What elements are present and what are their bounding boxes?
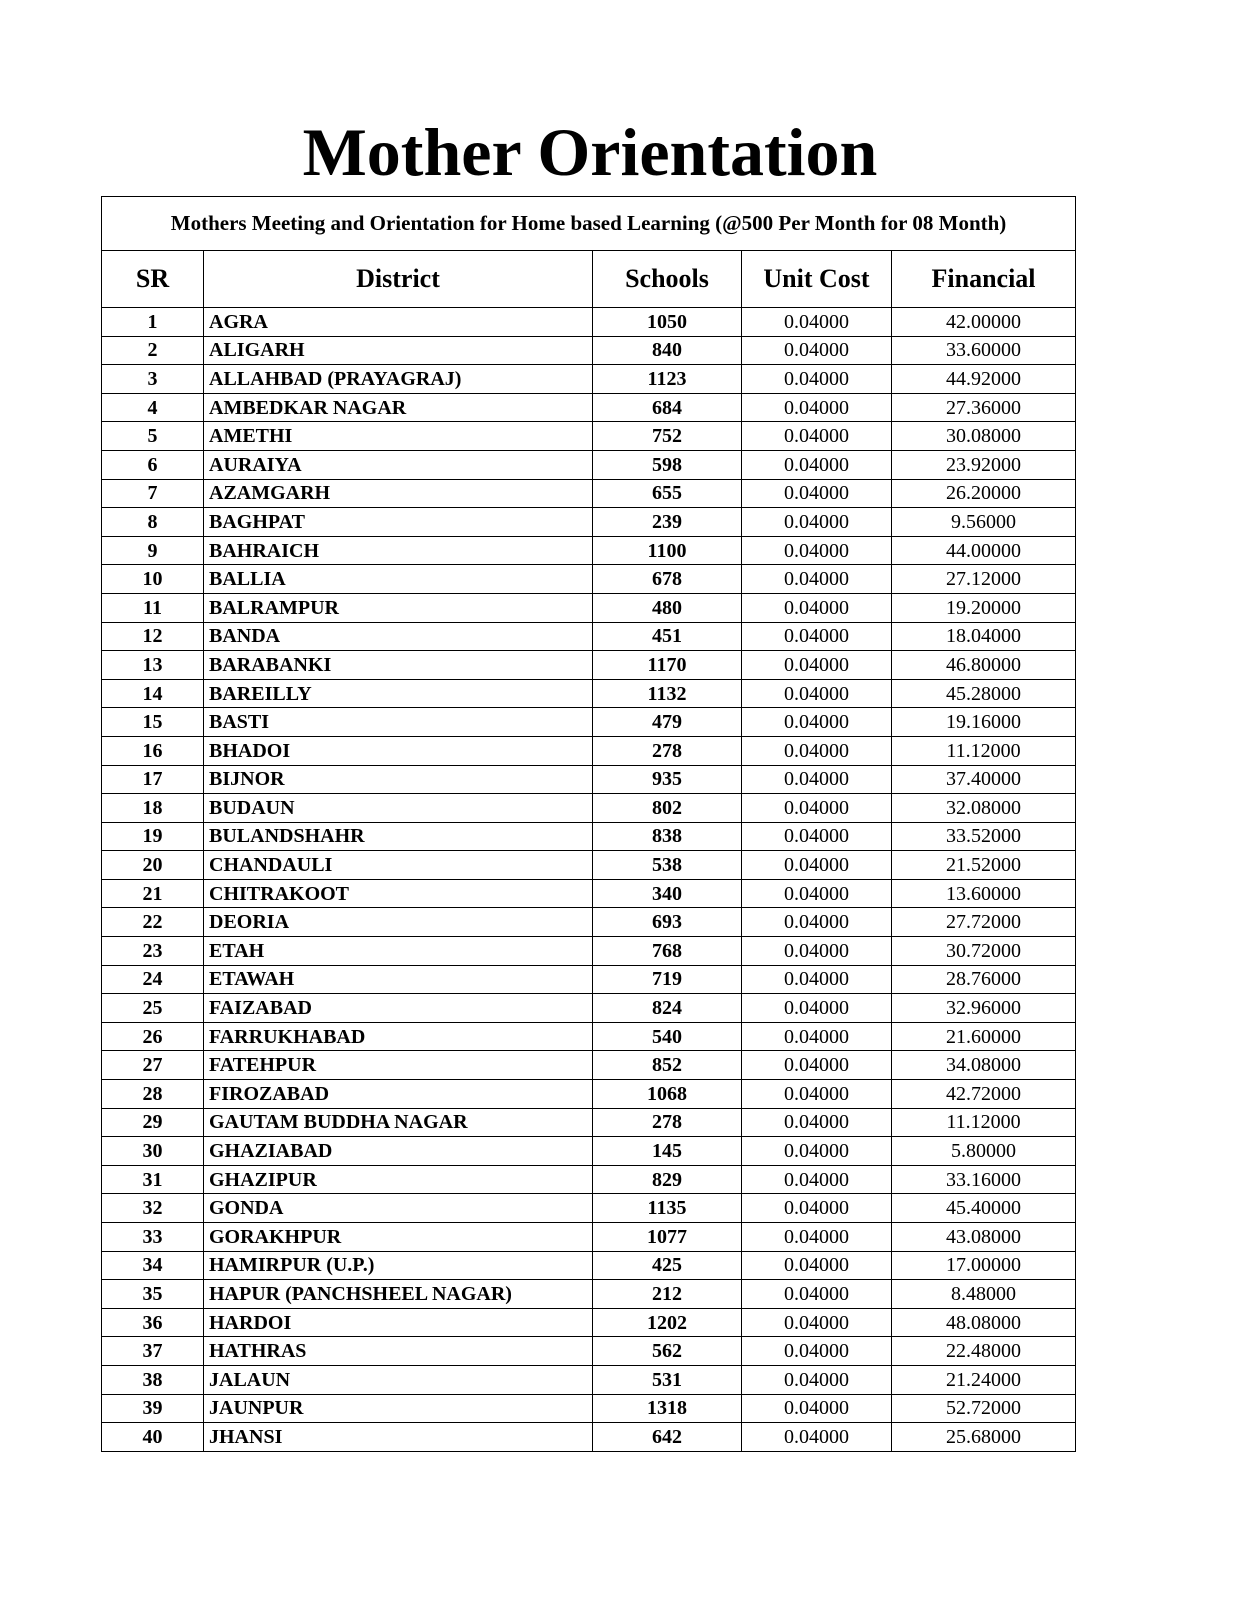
cell-schools: 642 [593,1423,742,1452]
table-body [102,308,1076,1452]
cell-unit-cost: 0.04000 [742,965,892,994]
cell-schools: 852 [593,1051,742,1080]
cell-unit-cost: 0.04000 [742,1365,892,1394]
cell-schools: 479 [593,708,742,737]
cell-schools: 840 [593,336,742,365]
cell-district: DEORIA [204,908,593,937]
table-row [102,822,1076,851]
cell-schools: 562 [593,1337,742,1366]
cell-schools: 538 [593,851,742,880]
cell-unit-cost: 0.04000 [742,908,892,937]
cell-financial: 52.72000 [892,1394,1076,1423]
cell-schools: 1170 [593,651,742,680]
table-row [102,1423,1076,1452]
cell-district: BIJNOR [204,765,593,794]
cell-schools: 540 [593,1022,742,1051]
cell-unit-cost: 0.04000 [742,794,892,823]
cell-financial: 22.48000 [892,1337,1076,1366]
cell-unit-cost: 0.04000 [742,336,892,365]
cell-sr: 29 [102,1108,204,1137]
cell-schools: 719 [593,965,742,994]
table-row [102,1080,1076,1109]
cell-sr: 4 [102,393,204,422]
cell-unit-cost: 0.04000 [742,565,892,594]
cell-district: HATHRAS [204,1337,593,1366]
cell-unit-cost: 0.04000 [742,1165,892,1194]
cell-district: BUDAUN [204,794,593,823]
cell-schools: 1100 [593,536,742,565]
table-row [102,622,1076,651]
cell-district: FAIZABAD [204,994,593,1023]
cell-sr: 18 [102,794,204,823]
cell-schools: 824 [593,994,742,1023]
cell-sr: 38 [102,1365,204,1394]
cell-financial: 27.72000 [892,908,1076,937]
cell-unit-cost: 0.04000 [742,1280,892,1309]
cell-sr: 23 [102,937,204,966]
cell-financial: 17.00000 [892,1251,1076,1280]
cell-schools: 678 [593,565,742,594]
table-row [102,851,1076,880]
column-header-unit-cost: Unit Cost [742,251,892,308]
cell-financial: 42.00000 [892,308,1076,337]
cell-financial: 30.72000 [892,937,1076,966]
cell-unit-cost: 0.04000 [742,679,892,708]
cell-district: BULANDSHAHR [204,822,593,851]
table-row [102,1308,1076,1337]
cell-district: GORAKHPUR [204,1223,593,1252]
table-row [102,508,1076,537]
cell-financial: 11.12000 [892,1108,1076,1137]
cell-district: BALRAMPUR [204,593,593,622]
cell-sr: 25 [102,994,204,1023]
cell-unit-cost: 0.04000 [742,651,892,680]
cell-schools: 531 [593,1365,742,1394]
cell-sr: 24 [102,965,204,994]
table-row [102,308,1076,337]
cell-schools: 278 [593,736,742,765]
cell-financial: 33.16000 [892,1165,1076,1194]
cell-district: ETAH [204,937,593,966]
cell-financial: 45.28000 [892,679,1076,708]
cell-district: BALLIA [204,565,593,594]
cell-district: GAUTAM BUDDHA NAGAR [204,1108,593,1137]
cell-district: AMETHI [204,422,593,451]
cell-unit-cost: 0.04000 [742,1394,892,1423]
cell-sr: 34 [102,1251,204,1280]
table-row [102,479,1076,508]
table-row [102,336,1076,365]
cell-sr: 8 [102,508,204,537]
cell-financial: 32.08000 [892,794,1076,823]
table-row [102,1251,1076,1280]
cell-sr: 2 [102,336,204,365]
cell-sr: 30 [102,1137,204,1166]
cell-schools: 1135 [593,1194,742,1223]
cell-financial: 19.16000 [892,708,1076,737]
cell-unit-cost: 0.04000 [742,393,892,422]
cell-sr: 37 [102,1337,204,1366]
cell-unit-cost: 0.04000 [742,1337,892,1366]
cell-financial: 43.08000 [892,1223,1076,1252]
cell-district: JHANSI [204,1423,593,1452]
table-row [102,1022,1076,1051]
cell-sr: 40 [102,1423,204,1452]
table-row [102,736,1076,765]
cell-schools: 340 [593,879,742,908]
cell-sr: 7 [102,479,204,508]
cell-financial: 33.52000 [892,822,1076,851]
cell-financial: 19.20000 [892,593,1076,622]
cell-financial: 23.92000 [892,450,1076,479]
cell-district: AMBEDKAR NAGAR [204,393,593,422]
cell-financial: 8.48000 [892,1280,1076,1309]
table-row [102,536,1076,565]
cell-sr: 9 [102,536,204,565]
cell-sr: 32 [102,1194,204,1223]
cell-sr: 6 [102,450,204,479]
cell-district: BAREILLY [204,679,593,708]
cell-schools: 1077 [593,1223,742,1252]
cell-sr: 36 [102,1308,204,1337]
cell-financial: 28.76000 [892,965,1076,994]
table-row [102,1280,1076,1309]
cell-schools: 684 [593,393,742,422]
table-row [102,365,1076,394]
cell-district: BANDA [204,622,593,651]
table-row [102,879,1076,908]
cell-unit-cost: 0.04000 [742,1080,892,1109]
cell-district: CHITRAKOOT [204,879,593,908]
table-row [102,393,1076,422]
cell-sr: 26 [102,1022,204,1051]
cell-sr: 1 [102,308,204,337]
table-row [102,593,1076,622]
table-row [102,765,1076,794]
cell-sr: 33 [102,1223,204,1252]
cell-sr: 14 [102,679,204,708]
cell-district: FATEHPUR [204,1051,593,1080]
cell-district: HARDOI [204,1308,593,1337]
page-title: Mother Orientation [302,114,878,190]
cell-schools: 693 [593,908,742,937]
cell-financial: 42.72000 [892,1080,1076,1109]
cell-district: ALLAHBAD (PRAYAGRAJ) [204,365,593,394]
cell-schools: 829 [593,1165,742,1194]
table-row [102,565,1076,594]
cell-sr: 20 [102,851,204,880]
cell-district: GHAZIPUR [204,1165,593,1194]
cell-schools: 451 [593,622,742,651]
cell-district: HAPUR (PANCHSHEEL NAGAR) [204,1280,593,1309]
cell-district: FIROZABAD [204,1080,593,1109]
cell-unit-cost: 0.04000 [742,308,892,337]
cell-district: BHADOI [204,736,593,765]
cell-financial: 18.04000 [892,622,1076,651]
cell-schools: 1123 [593,365,742,394]
cell-unit-cost: 0.04000 [742,365,892,394]
cell-schools: 838 [593,822,742,851]
cell-sr: 13 [102,651,204,680]
cell-district: JALAUN [204,1365,593,1394]
cell-unit-cost: 0.04000 [742,450,892,479]
cell-financial: 27.12000 [892,565,1076,594]
cell-sr: 11 [102,593,204,622]
table-subtitle: Mothers Meeting and Orientation for Home based Learning (@500 Per Month for 08 Month) [102,197,1076,251]
cell-unit-cost: 0.04000 [742,1423,892,1452]
cell-unit-cost: 0.04000 [742,622,892,651]
table-row [102,994,1076,1023]
cell-unit-cost: 0.04000 [742,422,892,451]
cell-financial: 21.52000 [892,851,1076,880]
cell-unit-cost: 0.04000 [742,1308,892,1337]
cell-schools: 802 [593,794,742,823]
cell-sr: 19 [102,822,204,851]
cell-sr: 27 [102,1051,204,1080]
orientation-table [101,196,1076,1452]
cell-financial: 48.08000 [892,1308,1076,1337]
cell-district: HAMIRPUR (U.P.) [204,1251,593,1280]
cell-unit-cost: 0.04000 [742,822,892,851]
cell-unit-cost: 0.04000 [742,1022,892,1051]
table-row [102,651,1076,680]
cell-unit-cost: 0.04000 [742,736,892,765]
column-header-sr: SR [102,251,204,308]
cell-financial: 37.40000 [892,765,1076,794]
cell-schools: 1132 [593,679,742,708]
cell-sr: 31 [102,1165,204,1194]
cell-schools: 425 [593,1251,742,1280]
cell-schools: 1318 [593,1394,742,1423]
cell-sr: 16 [102,736,204,765]
table-row [102,794,1076,823]
cell-sr: 15 [102,708,204,737]
cell-district: ALIGARH [204,336,593,365]
cell-sr: 39 [102,1394,204,1423]
table-row [102,1365,1076,1394]
cell-district: GHAZIABAD [204,1137,593,1166]
cell-financial: 44.92000 [892,365,1076,394]
cell-schools: 598 [593,450,742,479]
cell-sr: 10 [102,565,204,594]
cell-unit-cost: 0.04000 [742,536,892,565]
cell-sr: 3 [102,365,204,394]
cell-schools: 935 [593,765,742,794]
table-row [102,937,1076,966]
cell-district: BASTI [204,708,593,737]
cell-schools: 768 [593,937,742,966]
table-row [102,1223,1076,1252]
cell-district: AURAIYA [204,450,593,479]
cell-schools: 1068 [593,1080,742,1109]
cell-schools: 145 [593,1137,742,1166]
cell-sr: 35 [102,1280,204,1309]
cell-schools: 1202 [593,1308,742,1337]
cell-unit-cost: 0.04000 [742,508,892,537]
cell-sr: 12 [102,622,204,651]
cell-unit-cost: 0.04000 [742,1051,892,1080]
cell-unit-cost: 0.04000 [742,1194,892,1223]
table-row [102,679,1076,708]
cell-schools: 1050 [593,308,742,337]
cell-unit-cost: 0.04000 [742,851,892,880]
table-header-row [102,251,1076,308]
table-row [102,1394,1076,1423]
cell-sr: 22 [102,908,204,937]
table-row [102,1194,1076,1223]
cell-schools: 212 [593,1280,742,1309]
column-header-district: District [204,251,593,308]
cell-district: BAGHPAT [204,508,593,537]
cell-schools: 655 [593,479,742,508]
table-row [102,1137,1076,1166]
cell-unit-cost: 0.04000 [742,708,892,737]
cell-unit-cost: 0.04000 [742,1137,892,1166]
cell-financial: 34.08000 [892,1051,1076,1080]
cell-financial: 11.12000 [892,736,1076,765]
cell-district: FARRUKHABAD [204,1022,593,1051]
cell-schools: 278 [593,1108,742,1137]
table-row [102,1337,1076,1366]
cell-sr: 21 [102,879,204,908]
cell-schools: 239 [593,508,742,537]
cell-district: CHANDAULI [204,851,593,880]
cell-financial: 21.60000 [892,1022,1076,1051]
cell-unit-cost: 0.04000 [742,879,892,908]
cell-unit-cost: 0.04000 [742,1251,892,1280]
cell-district: GONDA [204,1194,593,1223]
cell-financial: 30.08000 [892,422,1076,451]
table-row [102,422,1076,451]
column-header-financial: Financial [892,251,1076,308]
table-row [102,1051,1076,1080]
cell-unit-cost: 0.04000 [742,765,892,794]
cell-unit-cost: 0.04000 [742,1108,892,1137]
cell-schools: 752 [593,422,742,451]
table-row [102,965,1076,994]
cell-unit-cost: 0.04000 [742,593,892,622]
cell-financial: 27.36000 [892,393,1076,422]
table-row [102,1165,1076,1194]
cell-financial: 33.60000 [892,336,1076,365]
cell-unit-cost: 0.04000 [742,1223,892,1252]
column-header-schools: Schools [593,251,742,308]
cell-financial: 45.40000 [892,1194,1076,1223]
cell-financial: 46.80000 [892,651,1076,680]
cell-financial: 21.24000 [892,1365,1076,1394]
cell-unit-cost: 0.04000 [742,994,892,1023]
cell-financial: 9.56000 [892,508,1076,537]
cell-district: AGRA [204,308,593,337]
cell-district: ETAWAH [204,965,593,994]
cell-district: BAHRAICH [204,536,593,565]
cell-unit-cost: 0.04000 [742,937,892,966]
cell-district: BARABANKI [204,651,593,680]
cell-sr: 5 [102,422,204,451]
cell-schools: 480 [593,593,742,622]
cell-district: JAUNPUR [204,1394,593,1423]
cell-financial: 5.80000 [892,1137,1076,1166]
cell-district: AZAMGARH [204,479,593,508]
table-row [102,708,1076,737]
cell-financial: 44.00000 [892,536,1076,565]
cell-financial: 32.96000 [892,994,1076,1023]
table-row [102,1108,1076,1137]
cell-financial: 25.68000 [892,1423,1076,1452]
cell-financial: 26.20000 [892,479,1076,508]
table-row [102,450,1076,479]
cell-financial: 13.60000 [892,879,1076,908]
cell-sr: 17 [102,765,204,794]
table-row [102,908,1076,937]
cell-sr: 28 [102,1080,204,1109]
cell-unit-cost: 0.04000 [742,479,892,508]
